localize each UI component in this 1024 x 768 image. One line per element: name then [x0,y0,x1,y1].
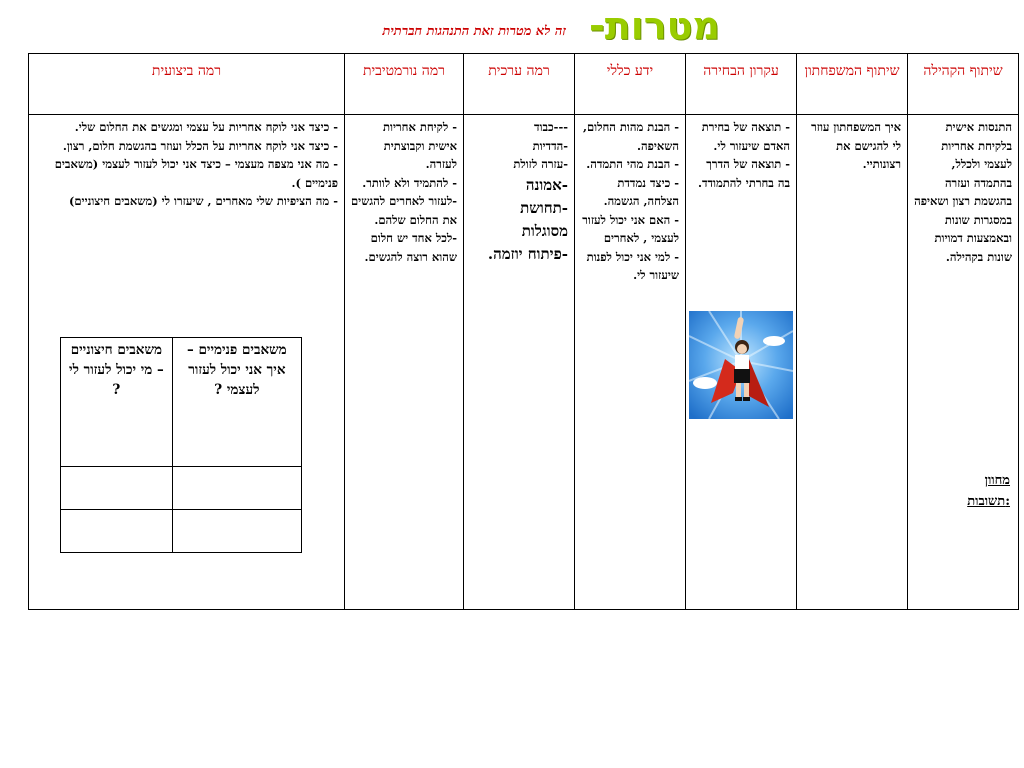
resources-cell[interactable] [172,510,301,553]
cell-values [464,115,575,610]
page-subtitle: זה לא מטרות זאת התנהגות חברתית [382,24,566,39]
superhero-icon [689,311,793,419]
title-row [0,4,1024,48]
resources-header-row [61,338,302,467]
col-header-family: שיתוף המשפחתון [797,54,908,115]
choice-line: - תוצאה של בחירת האדם שיעזור לי. [701,120,790,153]
performance-line: - מה הציפיות שלי מאחרים , שיעזרו לי (משאבים חיצוניים) [68,194,338,208]
header-row [29,54,1019,115]
col-header-knowledge: ידע כללי [575,54,686,115]
cell-knowledge [575,115,686,610]
community-text: התנסות אישית בלקיחת אחריות לעצמי ולכלל, בהתמדה ועזרה בהגשמת רצון ושאיפה במסגרות שונות ובאמצעות דמויות שונות בקהילה. [914,120,1012,264]
survey-label [967,470,1010,512]
resources-row [61,467,302,510]
values-line: -עזרה לזולת [513,157,568,171]
resources-row [61,510,302,553]
values-line: ---כבוד [534,120,568,134]
knowledge-line: - למי אני יכול לפנות שיעזור לי. [586,249,679,282]
resources-cell[interactable] [61,467,173,510]
cell-community [908,115,1019,610]
normative-line: -לכל אחד יש חלום שהוא רוצה להגשים. [364,231,457,264]
knowledge-line: - כיצד נמדדת הצלחה, הגשמה. [603,175,679,208]
normative-line: - לקיחת אחריות אישית וקבוצתית לעזרה. [383,120,457,171]
col-header-choice: עקרון הבחירה [686,54,797,115]
col-header-values: רמה ערכית [464,54,575,115]
cell-normative [345,115,464,610]
performance-line: - כיצד אני לוקח אחריות על עצמי ומגשים את החלום שלי. [74,120,338,134]
values-big-line: -אמונה [525,175,568,194]
page-title: מטרות- [589,4,720,48]
external-resources-header: משאבים חיצוניים – מי יכול לעזור לי ? [61,338,173,467]
resources-cell[interactable] [61,510,173,553]
knowledge-line: - הבנת מהי התמדה. [586,157,679,171]
performance-line: - מה אני מצפה מעצמי – כיצד אני יכול לעזור לעצמי (משאבים פנימיים ). [54,157,338,190]
col-header-community: שיתוף הקהילה [908,54,1019,115]
values-big-line: -תחושת מסוגלות [520,198,568,240]
resources-table [60,337,302,553]
values-big-line: -פיתוח יוזמה. [487,244,568,263]
family-text: איך המשפחתון עוזר לי להגישם את רצונותיי. [811,120,901,171]
survey-line: תשובות: [967,494,1010,509]
col-header-performance: רמה ביצועית [29,54,345,115]
normative-line: - להתמיד ולא לוותר. [362,175,457,190]
superhero-clipart [689,311,793,419]
normative-line: -לעזור לאחרים להגשים את החלום שלהם. [351,194,457,227]
values-line: -הדדיות [532,138,568,153]
knowledge-line: - הבנת מהות החלום, השאיפה. [582,120,679,153]
performance-line: - כיצד אני לוקח אחריות על הכלל ועוזר בהגשמת חלום, רצון. [62,138,338,153]
survey-line: מחוון [984,473,1010,488]
cell-family [797,115,908,610]
knowledge-line: - האם אני יכול לעזור לעצמי , לאחרים [582,212,679,245]
resources-cell[interactable] [172,467,301,510]
choice-line: - תוצאה של הדרך בה בחרתי להתמודד. [697,157,790,190]
internal-resources-header: משאבים פנימיים – איך אני יכול לעזור לעצמי ? [172,338,301,467]
col-header-normative: רמה נורמטיבית [345,54,464,115]
